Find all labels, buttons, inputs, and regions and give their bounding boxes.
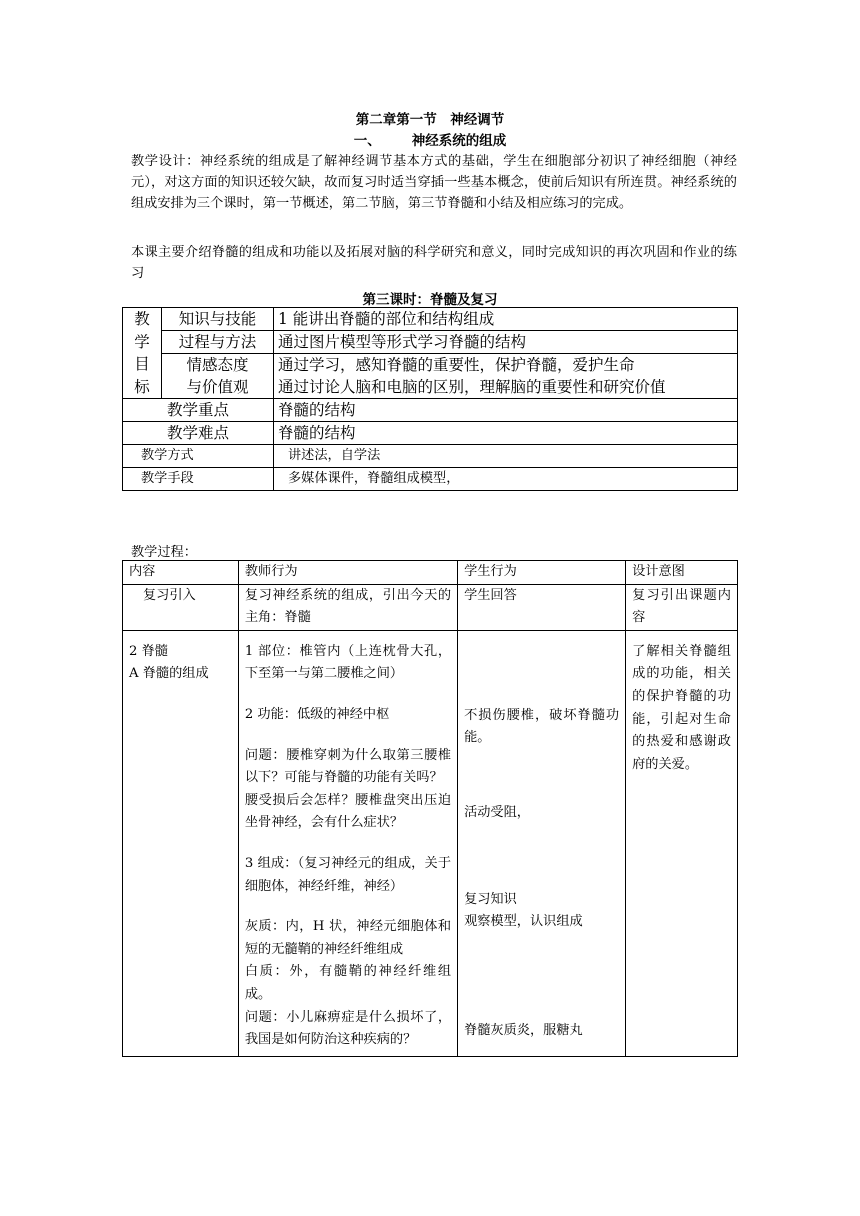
method-label: 教学方式 (123, 445, 274, 468)
teacher-item: 问题：腰椎穿刺为什么取第三腰椎以下？可能与脊髓的功能有关吗？ (244, 747, 452, 786)
objective-content (274, 354, 738, 399)
header-intent: 设计意图 (626, 561, 738, 585)
objectives-label (123, 308, 162, 399)
row1-student: 学生回答 (458, 584, 626, 630)
objective-content: 1 能讲出脊髓的部位和结构组成 (274, 308, 738, 331)
student-item: 脊髓灰质炎，服糖丸 (464, 1022, 583, 1038)
header-content: 内容 (123, 561, 239, 585)
objective-category: 知识与技能 (162, 308, 274, 331)
objective-category-line: 情感态度 (186, 356, 249, 374)
row2-content (123, 630, 239, 1056)
header-student: 学生行为 (458, 561, 626, 585)
objectives-label-char: 目 (134, 355, 150, 373)
student-item: 活动受阻， (464, 804, 530, 820)
row2-student (458, 630, 626, 1056)
teacher-item: 2 功能：低级的神经中枢 (244, 706, 390, 722)
chapter-title: 第二章第一节 神经调节 (355, 112, 505, 128)
row2-content-line: A 脊髓的组成 (129, 666, 209, 682)
objectives-label-char: 标 (134, 377, 150, 396)
row1-intent: 复习引出课题内容 (626, 584, 738, 630)
row2-teacher (238, 630, 457, 1056)
means-label: 教学手段 (123, 468, 274, 491)
row2-intent: 了解相关脊髓组成的功能，相关的保护脊髓的功能，引起对生命的热爱和感谢政府的关爱。 (626, 630, 738, 1056)
teacher-item: 白质：外，有髓鞘的神经纤维组成。 (244, 964, 452, 1002)
section-number: 一、 (353, 133, 381, 149)
row1-content: 复习引入 (123, 584, 239, 630)
design-paragraph: 教学设计：神经系统的组成是了解神经调节基本方式的基础，学生在细胞部分初识了神经细胞（神经元），对这方面的知识还较欠缺，故而复习时适当穿插一些基本概念，使前后知识有所连贯。神经系统的组成安排为三个课时，第一节概述，第二节脑，第三节脊髓和小结及相应练习的完成。 (131, 154, 737, 211)
objective-category-line: 与价值观 (186, 378, 249, 396)
section-title (0, 129, 860, 149)
student-item: 观察模型，认识组成 (464, 914, 583, 930)
key-point-value: 脊髓的结构 (274, 399, 738, 422)
objectives-label-char: 教 (134, 310, 150, 328)
teacher-item: 问题：小儿麻痹症是什么损坏了，我国是如何防治这种疾病的？ (244, 1009, 452, 1048)
objective-category: 过程与方法 (162, 331, 274, 354)
header-teacher: 教师行为 (238, 561, 457, 585)
row1-teacher: 复习神经系统的组成，引出今天的主角：脊髓 (238, 584, 457, 630)
objective-content-line: 通过学习，感知脊髓的重要性，保护脊髓，爱护生命 (278, 356, 635, 374)
difficulty-value: 脊髓的结构 (274, 422, 738, 445)
teacher-item: 灰质：内，H 状，神经元细胞体和短的无髓鞘的神经纤维组成 (244, 919, 452, 957)
lesson-title: 第三课时：脊髓及复习 (362, 292, 498, 308)
objective-content: 通过图片模型等形式学习脊髓的结构 (274, 331, 738, 354)
row2-content-line: 2 脊髓 (129, 643, 168, 659)
method-value: 讲述法，自学法 (274, 445, 738, 468)
difficulty-label: 教学难点 (123, 422, 274, 445)
teacher-item: 3 组成：（复习神经元的组成，关于细胞体，神经纤维，神经） (244, 855, 452, 894)
process-table (122, 560, 738, 1057)
section-title-text: 神经系统的组成 (411, 133, 507, 149)
student-item: 不损伤腰椎，破坏脊髓功能。 (464, 707, 620, 746)
teacher-item: 1 部位：椎管内（上连枕骨大孔，下至第一与第二腰椎之间） (244, 643, 452, 682)
means-value: 多媒体课件，脊髓组成模型， (274, 468, 738, 491)
key-point-label: 教学重点 (123, 399, 274, 422)
objective-category (162, 354, 274, 399)
summary-paragraph: 本课主要介绍脊髓的组成和功能以及拓展对脑的科学研究和意义，同时完成知识的再次巩固和作业的练习 (131, 245, 737, 281)
teacher-item: 腰受损后会怎样？腰椎盘突出压迫坐骨神经，会有什么症状？ (244, 792, 452, 831)
objectives-table (122, 307, 738, 491)
student-item: 复习知识 (464, 891, 517, 907)
objective-content-line: 通过讨论人脑和电脑的区别，理解脑的重要性和研究价值 (278, 378, 666, 396)
process-label: 教学过程： (131, 545, 197, 560)
objectives-label-char: 学 (134, 332, 150, 351)
